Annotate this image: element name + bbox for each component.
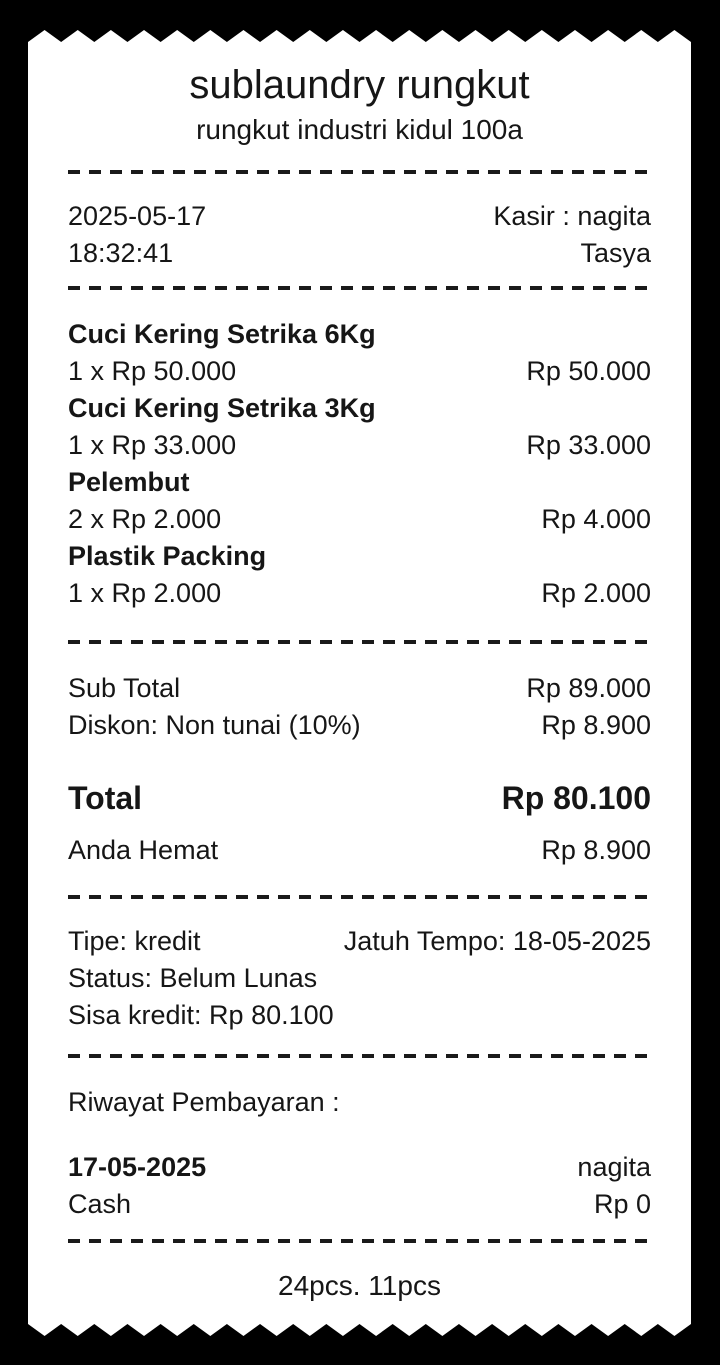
payment-status: Status: Belum Lunas [68,963,318,993]
divider [68,1054,651,1058]
item-amount: Rp 50.000 [526,356,651,386]
divider [68,895,651,899]
store-address: rungkut industri kidul 100a [196,114,523,145]
item-amount: Rp 33.000 [526,430,651,460]
payment-by: nagita [577,1152,651,1182]
item-name: Pelembut [68,467,190,497]
payment-history-entry [68,1149,651,1223]
divider [68,1239,651,1243]
cashier-label: Kasir : nagita [493,201,651,231]
item-amount: Rp 4.000 [541,504,651,534]
receipt-torn-edge-top [28,30,691,42]
item-qty-price: 2 x Rp 2.000 [68,504,222,534]
divider [68,286,651,290]
savings-value: Rp 8.900 [541,835,651,865]
savings-label: Anda Hemat [68,835,219,865]
credit-remaining: Sisa kredit: Rp 80.100 [68,1000,334,1030]
item-name: Cuci Kering Setrika 3Kg [68,393,376,423]
item-qty-price: 1 x Rp 33.000 [68,430,237,460]
item-amount: Rp 2.000 [541,578,651,608]
pieces-count: 24pcs. 11pcs [278,1270,441,1301]
total-value: Rp 80.100 [501,780,651,816]
payment-amount: Rp 0 [593,1189,651,1219]
due-date: Jatuh Tempo: 18-05-2025 [343,926,651,956]
item-name: Plastik Packing [68,541,267,571]
items-list [68,316,651,612]
receipt-paper [28,42,691,1324]
summary [68,670,651,869]
credit-info [68,923,651,1034]
payment-date: 17-05-2025 [68,1152,207,1182]
item-row [68,464,651,538]
transaction-time: 18:32:41 [68,238,174,268]
payment-method: Cash [68,1189,132,1219]
transaction-date: 2025-05-17 [68,201,207,231]
item-qty-price: 1 x Rp 50.000 [68,356,237,386]
discount-value: Rp 8.900 [541,710,651,740]
divider [68,640,651,644]
receipt [28,30,691,1336]
subtotal-value: Rp 89.000 [526,673,651,703]
payment-history-title: Riwayat Pembayaran : [68,1087,340,1117]
item-qty-price: 1 x Rp 2.000 [68,578,222,608]
store-name: sublaundry rungkut [189,63,530,107]
item-name: Cuci Kering Setrika 6Kg [68,319,376,349]
total-label: Total [68,780,143,816]
transaction-meta [68,198,651,272]
divider [68,170,651,174]
cashier-name: Tasya [580,238,651,268]
payment-type: Tipe: kredit [68,926,201,956]
item-row [68,316,651,390]
item-row [68,390,651,464]
receipt-torn-edge-bottom [28,1324,691,1336]
item-row [68,538,651,612]
discount-label: Diskon: Non tunai (10%) [68,710,361,740]
subtotal-label: Sub Total [68,673,181,703]
